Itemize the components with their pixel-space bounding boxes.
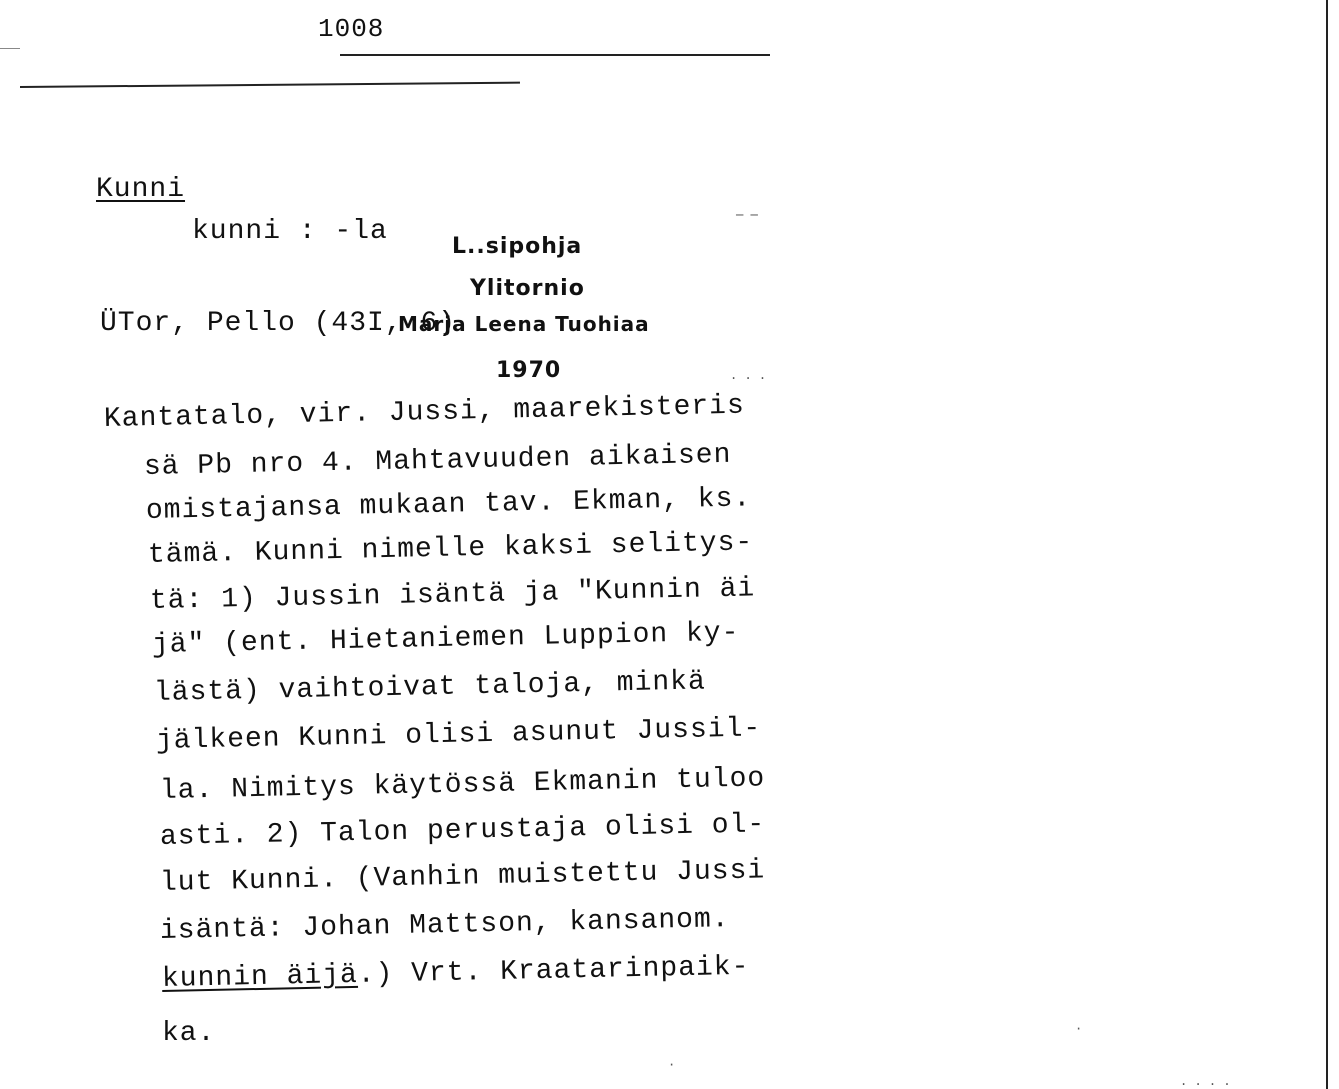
body-line: jälkeen Kunni olisi asunut Jussil-	[155, 713, 762, 757]
inflection: kunni : -la	[192, 216, 388, 247]
stamp-collector: Marja Leena Tuohiaa	[398, 312, 650, 336]
headword: Kunni	[96, 174, 186, 205]
scan-speck: ·	[668, 1058, 676, 1072]
body-line: lästä) vaihtoivat taloja, minkä	[153, 666, 707, 709]
body-line: asti. 2) Talon perustaja olisi ol-	[159, 809, 766, 853]
body-line-final: ka.	[162, 1018, 216, 1049]
body-line: isäntä: Johan Mattson, kansanom.	[159, 904, 730, 947]
card-right-edge	[1326, 0, 1328, 1089]
body-line: lut Kunni. (Vanhin muistettu Jussi	[159, 855, 766, 899]
scan-speck: ·	[1075, 1022, 1083, 1036]
body-line: jä" (ent. Hietaniemen Luppion ky-	[151, 617, 740, 661]
scan-speck: . . . .	[1180, 1074, 1231, 1088]
card-number: 1008	[318, 14, 385, 44]
stamp-region: L..sipohja	[452, 234, 583, 259]
stamp-parish: Ylitornio	[470, 276, 585, 301]
top-rule-short	[340, 54, 770, 56]
top-rule-long	[20, 82, 520, 88]
body-line-last	[162, 952, 750, 995]
stray-mark: . . .	[730, 368, 767, 382]
stray-mark: ─ ─	[736, 208, 758, 222]
location-line: ÜTor, Pello (43I, 6)	[100, 308, 457, 339]
body-line: tämä. Kunni nimelle kaksi selitys-	[147, 527, 754, 571]
top-left-tick	[0, 48, 20, 49]
body-line: la. Nimitys käytössä Ekmanin tuloo	[159, 763, 766, 807]
body-line: tä: 1) Jussin isäntä ja "Kunnin äi	[149, 573, 756, 617]
body-line: omistajansa mukaan tav. Ekman, ks.	[145, 483, 752, 527]
body-line-last-rest: .) Vrt. Kraatarinpaik-	[357, 951, 750, 991]
body-line: sä Pb nro 4. Mahtavuuden aikaisen	[143, 439, 732, 483]
underlined-phrase: kunnin äijä	[161, 959, 359, 995]
body-line: Kantatalo, vir. Jussi, maarekisteris	[103, 390, 746, 435]
stamp-year: 1970	[496, 358, 562, 383]
